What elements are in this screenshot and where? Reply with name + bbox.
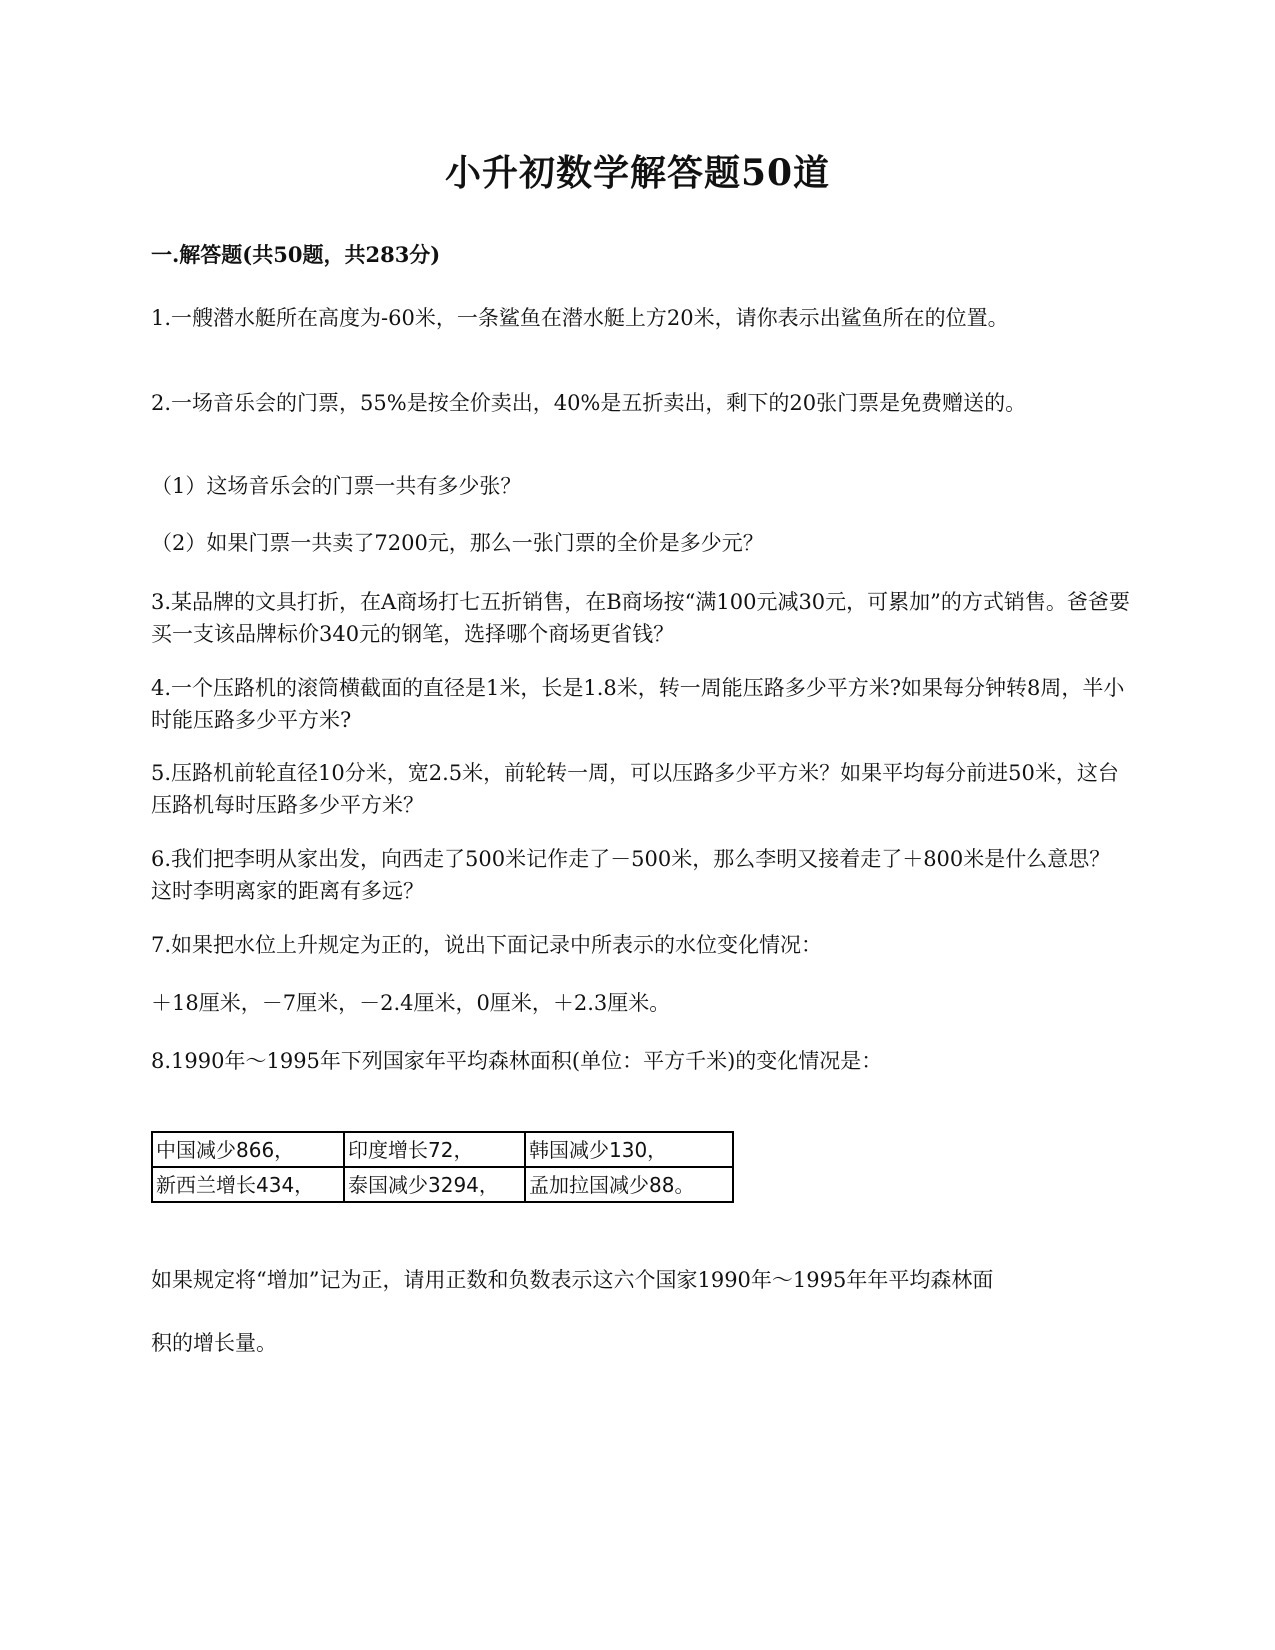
table-cell: 新西兰增长434， [152, 1167, 344, 1202]
question-1: 1.一艘潜水艇所在高度为-60米，一条鲨鱼在潜水艇上方20米，请你表示出鲨鱼所在的位置。 [151, 306, 1009, 330]
question-8-instruction: 如果规定将“增加”记为正，请用正数和负数表示这六个国家1990年～1995年年平均森林面 [151, 1268, 994, 1292]
table-cell: 泰国减少3294， [344, 1167, 525, 1202]
question-8-instruction-end: 积的增长量。 [151, 1331, 277, 1355]
table-row [152, 1132, 733, 1167]
table-cell: 韩国减少130， [525, 1132, 733, 1167]
question-3: 3.某品牌的文具打折，在A商场打七五折销售，在B商场按“满100元减30元，可累加”的方式销售。爸爸要买一支该品牌标价340元的钢笔，选择哪个商场更省钱？ [151, 590, 1130, 646]
forest-change-table-wrapper [151, 1131, 734, 1203]
table-cell: 印度增长72， [344, 1132, 525, 1167]
forest-change-table [151, 1131, 734, 1203]
question-2: 2.一场音乐会的门票，55%是按全价卖出，40%是五折卖出，剩下的20张门票是免费赠送的。 [151, 391, 1027, 415]
table-cell: 中国减少866， [152, 1132, 344, 1167]
question-6: 6.我们把李明从家出发，向西走了500米记作走了－500米，那么李明又接着走了＋800米是什么意思？这时李明离家的距离有多远？ [151, 847, 1111, 903]
page-title: 小升初数学解答题50道 [444, 152, 831, 194]
table-cell: 孟加拉国减少88。 [525, 1167, 733, 1202]
question-5: 5.压路机前轮直径10分米，宽2.5米，前轮转一周，可以压路多少平方米？如果平均每分前进50米，这台压路机每时压路多少平方米？ [151, 761, 1119, 817]
question-2-part-1: （1）这场音乐会的门票一共有多少张？ [151, 474, 522, 498]
question-8: 8.1990年～1995年下列国家年平均森林面积(单位：平方千米)的变化情况是： [151, 1049, 883, 1073]
table-row [152, 1167, 733, 1202]
question-7-values: ＋18厘米，－7厘米，－2.4厘米，0厘米，＋2.3厘米。 [151, 991, 671, 1015]
question-7: 7.如果把水位上升规定为正的，说出下面记录中所表示的水位变化情况： [151, 933, 823, 957]
question-2-part-2: （2）如果门票一共卖了7200元，那么一张门票的全价是多少元？ [151, 531, 764, 555]
section-heading: 一.解答题(共50题，共283分) [151, 242, 441, 267]
question-4: 4.一个压路机的滚筒横截面的直径是1米，长是1.8米，转一周能压路多少平方米?如果每分钟转8周，半小时能压路多少平方米? [151, 676, 1125, 732]
